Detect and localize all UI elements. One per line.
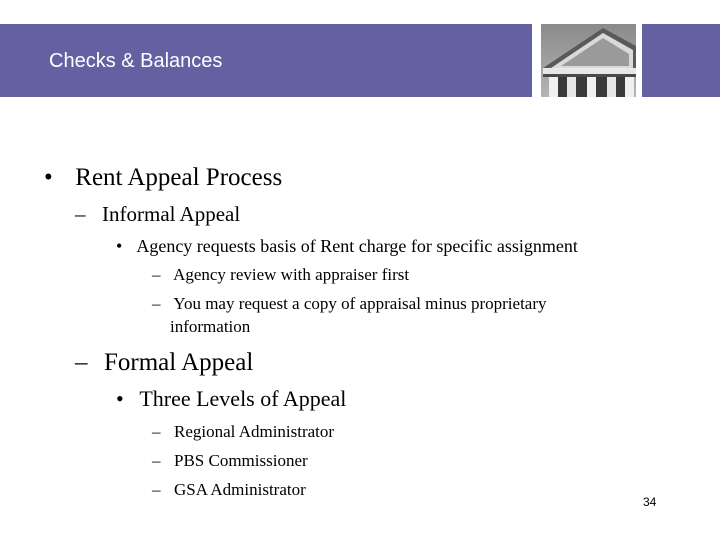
list-item-text: Agency review with appraiser first xyxy=(173,265,410,284)
dash-marker: – xyxy=(152,451,161,470)
sub-bullet-agency-requests-text: Agency requests basis of Rent charge for specific assignment xyxy=(136,236,578,256)
list-item xyxy=(152,421,334,442)
sub-bullet-three-levels xyxy=(116,386,346,412)
list-item-text: GSA Administrator xyxy=(174,480,306,499)
bullet-marker: • xyxy=(44,164,53,191)
sub-item-formal xyxy=(75,348,253,378)
list-item xyxy=(152,450,308,471)
sub-item-informal-text: Informal Appeal xyxy=(102,202,241,226)
sub-item-informal xyxy=(75,201,240,227)
dash-marker: – xyxy=(152,265,161,284)
dash-marker: – xyxy=(152,480,161,499)
list-item-text: Regional Administrator xyxy=(174,422,335,441)
building-columns-photo-icon xyxy=(541,24,636,97)
sub-bullet-agency-requests xyxy=(116,235,578,257)
bullet-1-text: Rent Appeal Process xyxy=(75,164,283,191)
dash-marker: – xyxy=(152,294,161,313)
list-item-text: You may request a copy of appraisal minus proprietary xyxy=(173,294,547,313)
bullet-1 xyxy=(44,163,282,193)
bullet-marker: • xyxy=(116,236,123,256)
page-number: 34 xyxy=(643,495,657,509)
list-item xyxy=(152,264,409,285)
list-item-continuation: information xyxy=(170,317,251,336)
dash-marker: – xyxy=(75,349,88,376)
list-item xyxy=(152,293,547,314)
list-item xyxy=(152,479,306,500)
sub-item-formal-text: Formal Appeal xyxy=(104,349,254,376)
bullet-marker: • xyxy=(116,386,124,411)
header-band-right xyxy=(642,24,720,97)
sub-bullet-three-levels-text: Three Levels of Appeal xyxy=(139,386,347,411)
dash-marker: – xyxy=(152,422,161,441)
dash-marker: – xyxy=(75,202,86,226)
slide-title: Checks & Balances xyxy=(49,50,223,72)
list-item-text: PBS Commissioner xyxy=(174,451,308,470)
